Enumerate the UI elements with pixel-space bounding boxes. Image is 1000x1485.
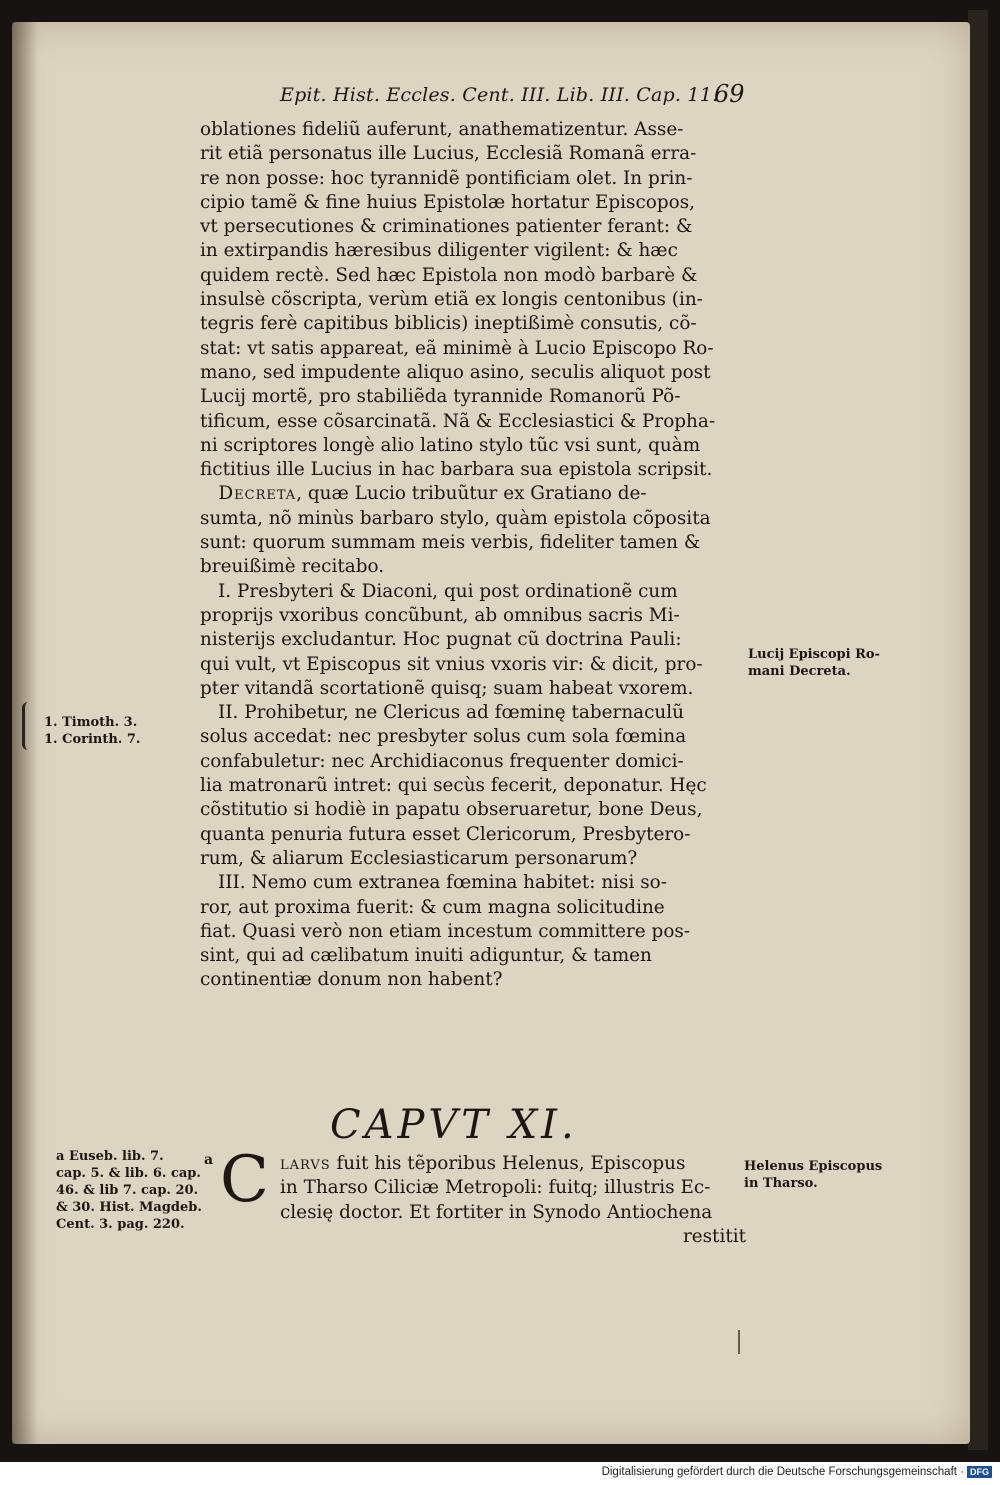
text-line: cipio tamẽ & fine huius Epistolæ hortatur Episcopos, <box>200 191 695 213</box>
text-line: tificum, esse cõsarcinatã. Nã & Ecclesiastici & Propha- <box>200 410 716 432</box>
paragraph-lucius-epistle <box>200 118 746 482</box>
text-line: nisterijs excludantur. Hoc pugnat cũ doctrina Pauli: <box>200 629 682 651</box>
text-line: oblationes fideliũ auferunt, anathematizentur. Asse- <box>200 119 684 140</box>
text-line: breuißimè recitabo. <box>200 556 385 578</box>
text-line: qui vult, vt Episcopus sit vnius vxoris vir: & dicit, pro- <box>200 653 703 675</box>
text-line: solus accedat: nec presbyter solus cum sola fœmina <box>200 726 687 748</box>
drop-capital: C <box>220 1143 269 1217</box>
margin-note-eusebius <box>56 1148 202 1233</box>
text-line: stat: vt satis appareat, eã minimè à Lucio Episcopo Ro- <box>200 337 714 359</box>
text-line: continentiæ donum non habent? <box>200 969 503 991</box>
margin-line: & 30. Hist. Magdeb. <box>56 1200 202 1215</box>
text-line: mano, sed impudente aliquo asino, seculis aliquot post <box>200 361 711 383</box>
text-line: rum, & aliarum Ecclesiasticarum personarum? <box>200 847 638 869</box>
text-line: in Tharso Ciliciæ Metropoli: fuitq; illustris Ec- <box>280 1177 711 1199</box>
folio-number: 69 <box>714 80 745 108</box>
decree-one <box>200 580 746 701</box>
margin-line: 1. Corinth. 7. <box>44 732 141 747</box>
decreta-lead-word: Decreta <box>218 483 297 505</box>
margin-note-decreta <box>748 646 880 680</box>
catchword: restitit <box>682 1225 746 1247</box>
margin-note-scripture <box>44 714 140 748</box>
margin-bracket <box>22 702 35 750</box>
main-text-block <box>200 118 746 993</box>
text-line: ni scriptores longè alio latino stylo tũc vsi sunt, quàm <box>200 434 701 456</box>
text-line: fictitius ille Lucius in hac barbara sua epistola scripsit. <box>200 459 713 481</box>
chapter-heading: CAPVT XI. <box>330 1102 578 1148</box>
margin-note-helenus <box>744 1158 882 1192</box>
margin-line: cap. 5. & lib. 6. cap. <box>56 1166 201 1181</box>
text-line: I. Presbyteri & Diaconi, qui post ordinationẽ cum <box>218 580 678 602</box>
text-line: III. Nemo cum extranea fœmina habitet: nisi so- <box>218 872 667 894</box>
text-line: II. Prohibetur, ne Clericus ad fœminę tabernaculũ <box>218 702 684 724</box>
text-line: clesię doctor. Et fortiter in Synodo Antiochena <box>280 1201 713 1223</box>
text-line: proprijs vxoribus concũbunt, ab omnibus sacris Mi- <box>200 604 680 626</box>
text-line: vt persecutiones & criminationes patienter ferant: & <box>200 216 693 238</box>
text-line: sunt: quorum summam meis verbis, fideliter tamen & <box>200 532 701 554</box>
margin-line: Lucij Episcopi Ro- <box>748 647 880 662</box>
text-line: pter vitandã scortationẽ quisq; suam habeat vxorem. <box>200 677 694 699</box>
decreta-intro-line <box>200 482 746 506</box>
margin-line: Helenus Episcopus <box>744 1159 883 1174</box>
text-line: tegris ferè capitibus biblicis) ineptißimè consutis, cõ- <box>200 313 697 335</box>
book-edge <box>968 10 988 1450</box>
text-line: insulsè cõscripta, verùm etiã ex longis centonibus (in- <box>200 289 703 311</box>
text-line: rit etiã personatus ille Lucius, Ecclesiã Romanã erra- <box>200 143 697 165</box>
margin-line: a Euseb. lib. 7. <box>56 1149 164 1164</box>
text-line: cõstitutio si hodiè in papatu obseruaretur, bone Deus, <box>200 799 703 821</box>
credit-text: Digitalisierung gefördert durch die Deutsche Forschungsgemeinschaft · <box>601 1466 964 1479</box>
chapter-text-block <box>220 1143 746 1249</box>
text-line: fiat. Quasi verò non etiam incestum committere pos- <box>200 920 691 942</box>
chapter-lead-word: larvs <box>280 1153 331 1174</box>
text-line: re non posse: hoc tyrannidẽ pontificiam olet. In prin- <box>200 167 693 189</box>
footnote-reference-mark: a <box>204 1152 214 1168</box>
decree-two <box>200 701 746 871</box>
dfg-logo-icon: DFG <box>967 1466 992 1478</box>
text-line: sumta, nõ minùs barbaro stylo, quàm epistola cõposita <box>200 507 711 529</box>
digitization-credit <box>600 1466 992 1478</box>
ink-stroke-mark <box>738 1330 740 1354</box>
text-line: in extirpandis hæresibus diligenter vigilent: & hæc <box>200 240 678 262</box>
text-line: confabuletur: nec Archidiaconus frequenter domici- <box>200 750 684 772</box>
chapter-first-text: fuit his tẽporibus Helenus, Episcopus <box>330 1153 686 1174</box>
margin-line: Cent. 3. pag. 220. <box>56 1217 185 1232</box>
margin-line: in Tharso. <box>744 1176 818 1191</box>
text-line: quanta penuria futura esset Clericorum, Presbytero- <box>200 823 691 845</box>
chapter-first-line <box>280 1152 746 1176</box>
running-head: Epit. Hist. Eccles. Cent. III. Lib. III. Cap. 11. <box>280 84 719 106</box>
decree-three <box>200 871 746 992</box>
text-line: quidem rectè. Sed hæc Epistola non modò barbarè & <box>200 264 698 286</box>
margin-line: 46. & lib 7. cap. 20. <box>56 1183 199 1198</box>
text-line: sint, qui ad cælibatum inuiti adiguntur, & tamen <box>200 945 652 967</box>
text-line: lia matronarũ intret: qui secùs fecerit, deponatur. Hęc <box>200 775 707 797</box>
text-line: ror, aut proxima fuerit: & cum magna solicitudine <box>200 896 665 918</box>
text-line: Lucij mortẽ, pro stabiliẽda tyrannide Romanorũ Põ- <box>200 386 681 408</box>
margin-line: 1. Timoth. 3. <box>44 715 138 730</box>
margin-line: mani Decreta. <box>748 664 851 679</box>
chapter-lines <box>280 1152 746 1249</box>
decreta-intro-first: , quæ Lucio tribuũtur ex Gratiano de- <box>296 483 647 505</box>
